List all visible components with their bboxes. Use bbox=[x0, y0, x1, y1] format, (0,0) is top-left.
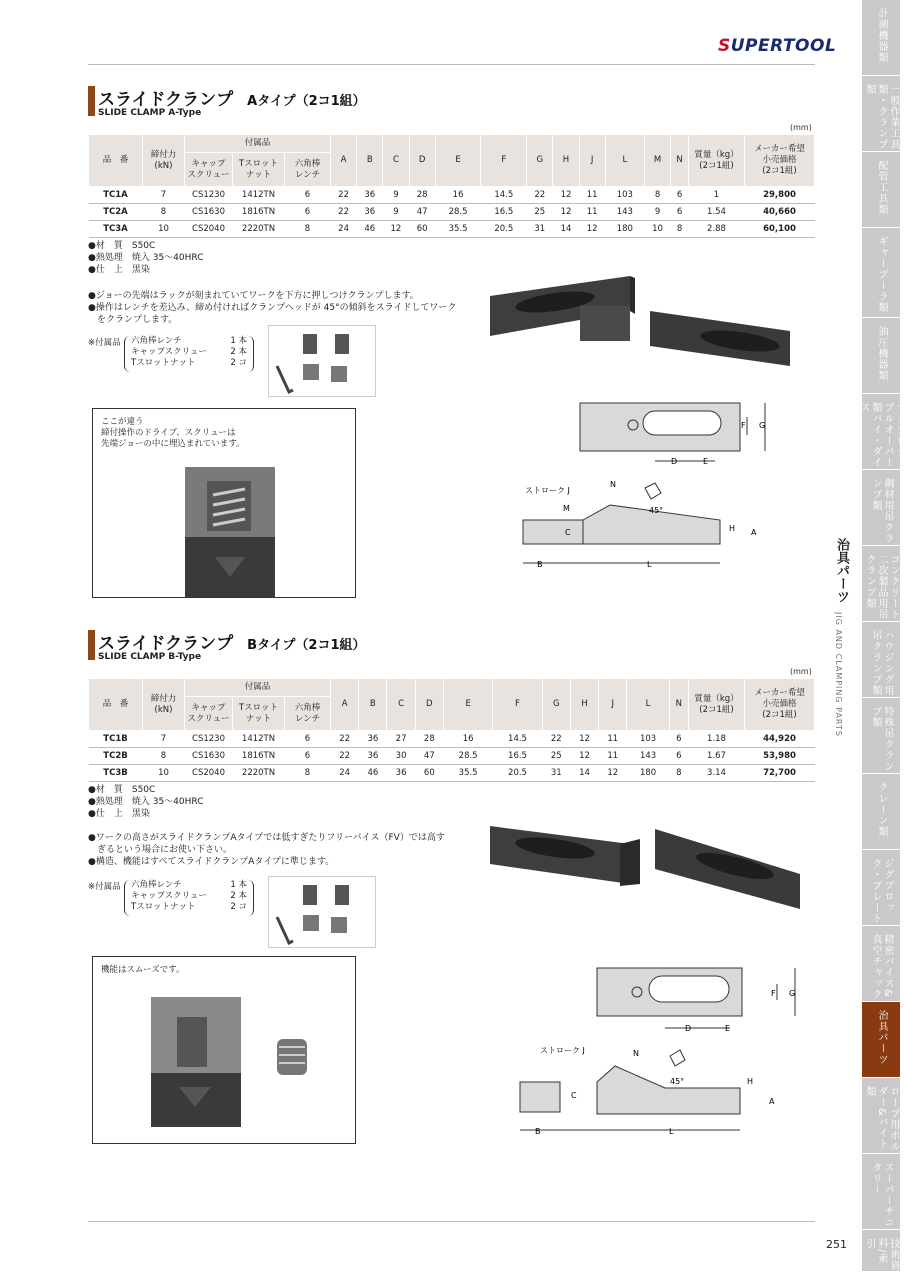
explain-box-a bbox=[92, 408, 356, 598]
table-cell: 16.5 bbox=[481, 204, 527, 221]
table-cell: TC3B bbox=[89, 765, 143, 782]
notes-b bbox=[88, 784, 203, 820]
product-photo-a bbox=[480, 266, 810, 381]
table-cell: 10 bbox=[143, 221, 185, 238]
table-cell: 28.5 bbox=[443, 748, 492, 765]
table-cell: 14 bbox=[553, 221, 579, 238]
table-cell: 24 bbox=[331, 765, 359, 782]
text-line: をクランプします。 bbox=[88, 315, 178, 325]
table-cell: 9 bbox=[383, 187, 409, 204]
table-cell: 47 bbox=[409, 204, 435, 221]
svg-text:E: E bbox=[725, 1024, 731, 1033]
sidebar-item[interactable]: 配管工具類 bbox=[862, 152, 900, 228]
svg-text:L: L bbox=[669, 1127, 674, 1136]
th-accessories: 付属品 bbox=[185, 135, 331, 153]
svg-text:45°: 45° bbox=[670, 1077, 685, 1086]
svg-text:F: F bbox=[741, 421, 746, 430]
spec-table-a bbox=[88, 134, 815, 238]
product-photo-b bbox=[480, 814, 810, 914]
section-a-en: SLIDE CLAMP A-Type bbox=[98, 108, 202, 118]
svg-text:H: H bbox=[747, 1077, 754, 1086]
svg-text:D: D bbox=[685, 1024, 692, 1033]
accessory-photo-b bbox=[268, 876, 376, 948]
table-cell: 11 bbox=[579, 204, 605, 221]
table-cell: 8 bbox=[644, 187, 670, 204]
table-cell: 16 bbox=[435, 187, 481, 204]
sidebar-item[interactable]: 精密バイス&真空チャック bbox=[862, 926, 900, 1002]
table-cell: 1816TN bbox=[233, 204, 285, 221]
th-cap: キャップ スクリュー bbox=[185, 697, 233, 731]
explain-box-b bbox=[92, 956, 356, 1144]
svg-text:ストローク J: ストローク J bbox=[525, 486, 570, 495]
text-line: 先端ジョーの中に埋込まれています。 bbox=[101, 439, 245, 449]
table-cell: 8 bbox=[143, 748, 185, 765]
table-cell: TC3A bbox=[89, 221, 143, 238]
text-line: ●操作はレンチを差込み、締め付ければクランプヘッドが 45°の傾斜をスライドしてワーク bbox=[88, 303, 457, 313]
section-b-title: スライドクランプ Bタイプ（2コ1組） bbox=[98, 634, 366, 654]
table-cell: TC1B bbox=[89, 731, 143, 748]
table-cell: 35.5 bbox=[443, 765, 492, 782]
table-cell: 1816TN bbox=[233, 748, 285, 765]
table-cell: 35.5 bbox=[435, 221, 481, 238]
table-cell: 6 bbox=[669, 731, 688, 748]
table-row bbox=[89, 187, 815, 204]
table-cell: 12 bbox=[579, 221, 605, 238]
th-dim: G bbox=[542, 679, 570, 731]
table-cell: 143 bbox=[627, 748, 669, 765]
table-cell: 36 bbox=[359, 748, 387, 765]
th-part: 品 番 bbox=[89, 135, 143, 187]
table-cell: 46 bbox=[359, 765, 387, 782]
table-cell: 12 bbox=[553, 204, 579, 221]
table-row bbox=[89, 204, 815, 221]
table-cell: 8 bbox=[285, 221, 331, 238]
accessory-item: Tスロットナット 2 コ bbox=[131, 902, 247, 912]
table-cell: 60 bbox=[415, 765, 443, 782]
th-dim: H bbox=[553, 135, 579, 187]
th-dim: G bbox=[527, 135, 553, 187]
sidebar-item[interactable]: 特殊吊クランプ類 bbox=[862, 698, 900, 774]
table-cell: 12 bbox=[570, 748, 598, 765]
table-cell: 60 bbox=[409, 221, 435, 238]
svg-text:G: G bbox=[759, 421, 766, 430]
table-cell: 60,100 bbox=[745, 221, 815, 238]
table-cell: 22 bbox=[542, 731, 570, 748]
table-cell: 2220TN bbox=[233, 765, 285, 782]
table-cell: 12 bbox=[553, 187, 579, 204]
text-line: ぎるという場合にお使い下さい。 bbox=[88, 845, 233, 855]
table-cell: 40,660 bbox=[745, 204, 815, 221]
sidebar-item[interactable]: ロープ用ホルダー&バイト類 bbox=[862, 1078, 900, 1154]
accessory-item: キャップスクリュー 2 本 bbox=[131, 347, 247, 357]
accessory-item: キャップスクリュー 2 本 bbox=[131, 891, 247, 901]
table-cell: 180 bbox=[605, 221, 644, 238]
explain-text-b bbox=[101, 965, 184, 976]
text-line: ここが違う bbox=[101, 417, 144, 427]
table-cell: 3.14 bbox=[689, 765, 745, 782]
sidebar-item[interactable]: ハウジング用吊クランプ類 bbox=[862, 622, 900, 698]
acc-label-b: ※付属品 bbox=[88, 882, 121, 892]
table-cell: 29,800 bbox=[745, 187, 815, 204]
section-b-bar bbox=[88, 630, 95, 660]
table-cell: 2.88 bbox=[689, 221, 745, 238]
th-tslot: Tスロット ナット bbox=[233, 697, 285, 731]
acc-label-a: ※付属品 bbox=[88, 338, 121, 348]
table-cell: 20.5 bbox=[493, 765, 542, 782]
svg-text:C: C bbox=[565, 528, 571, 537]
sidebar-item[interactable]: 一般作業工具類・クランプ類 bbox=[862, 76, 900, 152]
table-row bbox=[89, 731, 815, 748]
table-cell: 25 bbox=[527, 204, 553, 221]
table-cell: 8 bbox=[669, 765, 688, 782]
table-cell: CS2040 bbox=[185, 765, 233, 782]
table-cell: 16 bbox=[443, 731, 492, 748]
unit-a: (mm) bbox=[790, 123, 812, 132]
th-dim: E bbox=[443, 679, 492, 731]
sidebar-item[interactable]: スーパーサニタリー bbox=[862, 1154, 900, 1230]
svg-text:N: N bbox=[633, 1049, 639, 1058]
cutaway-photo-b bbox=[147, 997, 347, 1137]
acc-list-b bbox=[124, 880, 254, 916]
table-cell: 22 bbox=[331, 731, 359, 748]
svg-text:D: D bbox=[671, 457, 678, 466]
table-cell: 14.5 bbox=[481, 187, 527, 204]
table-cell: TC2B bbox=[89, 748, 143, 765]
table-cell: 1.67 bbox=[689, 748, 745, 765]
vertical-label-jp: 治具パーツ bbox=[834, 538, 849, 603]
sidebar-item[interactable]: マイクロテーブルオーバー類バイ・ダイス bbox=[862, 394, 900, 470]
th-dim: F bbox=[481, 135, 527, 187]
th-dim: L bbox=[605, 135, 644, 187]
sidebar-item[interactable]: 計測機器類 bbox=[862, 0, 900, 76]
table-cell: 8 bbox=[671, 221, 689, 238]
th-force: 締付力 (kN) bbox=[143, 135, 185, 187]
table-cell: 36 bbox=[359, 731, 387, 748]
table-cell: 28 bbox=[409, 187, 435, 204]
table-cell: TC2A bbox=[89, 204, 143, 221]
th-hex: 六角棒 レンチ bbox=[285, 153, 331, 187]
table-cell: 6 bbox=[285, 748, 331, 765]
table-cell: 31 bbox=[527, 221, 553, 238]
th-cap: キャップ スクリュー bbox=[185, 153, 233, 187]
vertical-label-en: JIG AND CLAMPING PARTS bbox=[834, 612, 843, 737]
th-dim: H bbox=[570, 679, 598, 731]
table-row bbox=[89, 765, 815, 782]
svg-text:N: N bbox=[610, 480, 616, 489]
table-cell: 47 bbox=[415, 748, 443, 765]
svg-text:ストローク J: ストローク J bbox=[540, 1046, 585, 1055]
text-line: 機能はスムーズです。 bbox=[101, 965, 185, 975]
table-cell: 6 bbox=[285, 204, 331, 221]
table-cell: 22 bbox=[331, 187, 357, 204]
table-cell: 2220TN bbox=[233, 221, 285, 238]
table-cell: 103 bbox=[605, 187, 644, 204]
spec-table-b bbox=[88, 678, 815, 782]
table-cell: 27 bbox=[387, 731, 415, 748]
svg-text:A: A bbox=[769, 1097, 775, 1106]
table-cell: 28.5 bbox=[435, 204, 481, 221]
table-row bbox=[89, 221, 815, 238]
svg-text:L: L bbox=[647, 560, 652, 569]
sidebar-item[interactable]: クレーン類 bbox=[862, 774, 900, 850]
table-cell: CS2040 bbox=[185, 221, 233, 238]
text-line: ●仕 上 黒染 bbox=[88, 265, 150, 275]
table-cell: 1.54 bbox=[689, 204, 745, 221]
table-cell: 1 bbox=[689, 187, 745, 204]
th-dim: N bbox=[671, 135, 689, 187]
table-cell: 1412TN bbox=[233, 187, 285, 204]
th-mass: 質量（kg） (2コ1組) bbox=[689, 679, 745, 731]
svg-text:B: B bbox=[537, 560, 543, 569]
accessory-item: Tスロットナット 2 コ bbox=[131, 358, 247, 368]
table-cell: 7 bbox=[143, 731, 185, 748]
table-cell: 31 bbox=[542, 765, 570, 782]
th-dim: C bbox=[387, 679, 415, 731]
th-dim: A bbox=[331, 135, 357, 187]
table-cell: 12 bbox=[599, 765, 627, 782]
text-line: ●ワークの高さがスライドクランプAタイプでは低すぎたりフリーバイス（FV）では高す bbox=[88, 833, 445, 843]
table-cell: 6 bbox=[671, 204, 689, 221]
table-cell: 10 bbox=[143, 765, 185, 782]
table-cell: 6 bbox=[669, 748, 688, 765]
sidebar-item[interactable]: 鋼材用吊クランプ類 bbox=[862, 470, 900, 546]
explain-text-a bbox=[101, 417, 245, 450]
svg-text:45°: 45° bbox=[649, 506, 664, 515]
table-cell: 8 bbox=[143, 204, 185, 221]
table-cell: 20.5 bbox=[481, 221, 527, 238]
page-number: 251 bbox=[826, 1238, 847, 1251]
table-cell: CS1630 bbox=[185, 204, 233, 221]
table-cell: TC1A bbox=[89, 187, 143, 204]
table-cell: 36 bbox=[357, 204, 383, 221]
th-dim: C bbox=[383, 135, 409, 187]
table-cell: 10 bbox=[644, 221, 670, 238]
text-line: ●ジョーの先端はラックが刻まれていてワークを下方に押しつけクランプします。 bbox=[88, 291, 419, 301]
th-force: 締付力 (kN) bbox=[143, 679, 185, 731]
th-dim: D bbox=[409, 135, 435, 187]
sidebar-item[interactable]: 技術資料/索引 bbox=[862, 1230, 900, 1272]
table-cell: 36 bbox=[357, 187, 383, 204]
sidebar-item[interactable]: 油圧機器類 bbox=[862, 318, 900, 394]
tech-drawing-a bbox=[515, 395, 775, 575]
table-cell: 72,700 bbox=[745, 765, 815, 782]
text-line: ●材 質 S50C bbox=[88, 785, 156, 795]
th-part: 品 番 bbox=[89, 679, 143, 731]
section-a-title: スライドクランプ Aタイプ（2コ1組） bbox=[98, 90, 366, 110]
cutaway-photo-a bbox=[185, 467, 275, 597]
desc-a bbox=[88, 290, 456, 326]
table-cell: 25 bbox=[542, 748, 570, 765]
svg-text:A: A bbox=[751, 528, 757, 537]
svg-text:C: C bbox=[571, 1091, 577, 1100]
th-dim: F bbox=[493, 679, 542, 731]
table-cell: 30 bbox=[387, 748, 415, 765]
text-line: ●仕 上 黒染 bbox=[88, 809, 150, 819]
table-cell: CS1230 bbox=[185, 187, 233, 204]
svg-text:H: H bbox=[729, 524, 736, 533]
table-cell: 6 bbox=[671, 187, 689, 204]
table-cell: 143 bbox=[605, 204, 644, 221]
table-cell: 1412TN bbox=[233, 731, 285, 748]
th-dim: L bbox=[627, 679, 669, 731]
table-cell: 11 bbox=[599, 748, 627, 765]
desc-b bbox=[88, 832, 445, 868]
th-accessories: 付属品 bbox=[185, 679, 331, 697]
th-dim: B bbox=[359, 679, 387, 731]
table-cell: 8 bbox=[285, 765, 331, 782]
table-cell: 12 bbox=[570, 731, 598, 748]
text-line: ●熱処理 焼入 35～40HRC bbox=[88, 797, 204, 807]
sidebar-item[interactable]: コンクリート二次製品用吊クランプ類 bbox=[862, 546, 900, 622]
table-cell: 28 bbox=[415, 731, 443, 748]
section-a-bar bbox=[88, 86, 95, 116]
table-cell: 22 bbox=[527, 187, 553, 204]
table-row bbox=[89, 748, 815, 765]
table-cell: 14 bbox=[570, 765, 598, 782]
text-line: ●材 質 S50C bbox=[88, 241, 156, 251]
text-line: ●熱処理 焼入 35～40HRC bbox=[88, 253, 204, 263]
table-cell: 36 bbox=[387, 765, 415, 782]
th-mass: 質量（kg） (2コ1組) bbox=[689, 135, 745, 187]
brand-logo: SUPERTOOL bbox=[718, 36, 837, 56]
th-dim: J bbox=[599, 679, 627, 731]
table-cell: 180 bbox=[627, 765, 669, 782]
svg-text:M: M bbox=[563, 504, 570, 513]
svg-text:G: G bbox=[789, 989, 796, 998]
table-cell: 1.18 bbox=[689, 731, 745, 748]
sidebar-item[interactable]: ジグブロック・プレート bbox=[862, 850, 900, 926]
th-price: メーカー希望 小売価格 (2コ1組) bbox=[745, 679, 815, 731]
th-hex: 六角棒 レンチ bbox=[285, 697, 331, 731]
table-cell: 7 bbox=[143, 187, 185, 204]
table-cell: 53,980 bbox=[745, 748, 815, 765]
table-cell: 11 bbox=[599, 731, 627, 748]
table-cell: 12 bbox=[383, 221, 409, 238]
sidebar-item[interactable]: ギャープーラ類 bbox=[862, 228, 900, 318]
table-cell: 14.5 bbox=[493, 731, 542, 748]
th-dim: A bbox=[331, 679, 359, 731]
accessory-item: 六角棒レンチ 1 本 bbox=[131, 880, 247, 890]
table-cell: 6 bbox=[285, 731, 331, 748]
text-line: ●構造、機能はすべてスライドクランプAタイプに準じます。 bbox=[88, 857, 335, 867]
svg-text:F: F bbox=[771, 989, 776, 998]
accessory-item: 六角棒レンチ 1 本 bbox=[131, 336, 247, 346]
table-cell: 9 bbox=[644, 204, 670, 221]
text-line: 締付操作のドライブ、スクリューは bbox=[101, 428, 236, 438]
notes-a bbox=[88, 240, 203, 276]
table-cell: 24 bbox=[331, 221, 357, 238]
table-cell: 103 bbox=[627, 731, 669, 748]
sidebar-item[interactable]: 治具パーツ bbox=[862, 1002, 900, 1078]
svg-text:B: B bbox=[535, 1127, 541, 1136]
acc-list-a bbox=[124, 336, 254, 372]
table-cell: 16.5 bbox=[493, 748, 542, 765]
table-cell: 22 bbox=[331, 748, 359, 765]
footer-rule bbox=[88, 1221, 815, 1222]
table-cell: CS1630 bbox=[185, 748, 233, 765]
tech-drawing-b bbox=[515, 958, 805, 1138]
svg-text:E: E bbox=[703, 457, 709, 466]
table-cell: 46 bbox=[357, 221, 383, 238]
table-cell: CS1230 bbox=[185, 731, 233, 748]
unit-b: (mm) bbox=[790, 667, 812, 676]
th-dim: B bbox=[357, 135, 383, 187]
th-dim: E bbox=[435, 135, 481, 187]
th-dim: M bbox=[644, 135, 670, 187]
th-price: メーカー希望 小売価格 (2コ1組) bbox=[745, 135, 815, 187]
th-dim: N bbox=[669, 679, 688, 731]
section-b-en: SLIDE CLAMP B-Type bbox=[98, 652, 202, 662]
th-tslot: Tスロット ナット bbox=[233, 153, 285, 187]
table-cell: 44,920 bbox=[745, 731, 815, 748]
header-rule bbox=[88, 64, 815, 65]
table-cell: 9 bbox=[383, 204, 409, 221]
th-dim: J bbox=[579, 135, 605, 187]
table-cell: 11 bbox=[579, 187, 605, 204]
th-dim: D bbox=[415, 679, 443, 731]
accessory-photo-a bbox=[268, 325, 376, 397]
table-cell: 6 bbox=[285, 187, 331, 204]
table-cell: 22 bbox=[331, 204, 357, 221]
